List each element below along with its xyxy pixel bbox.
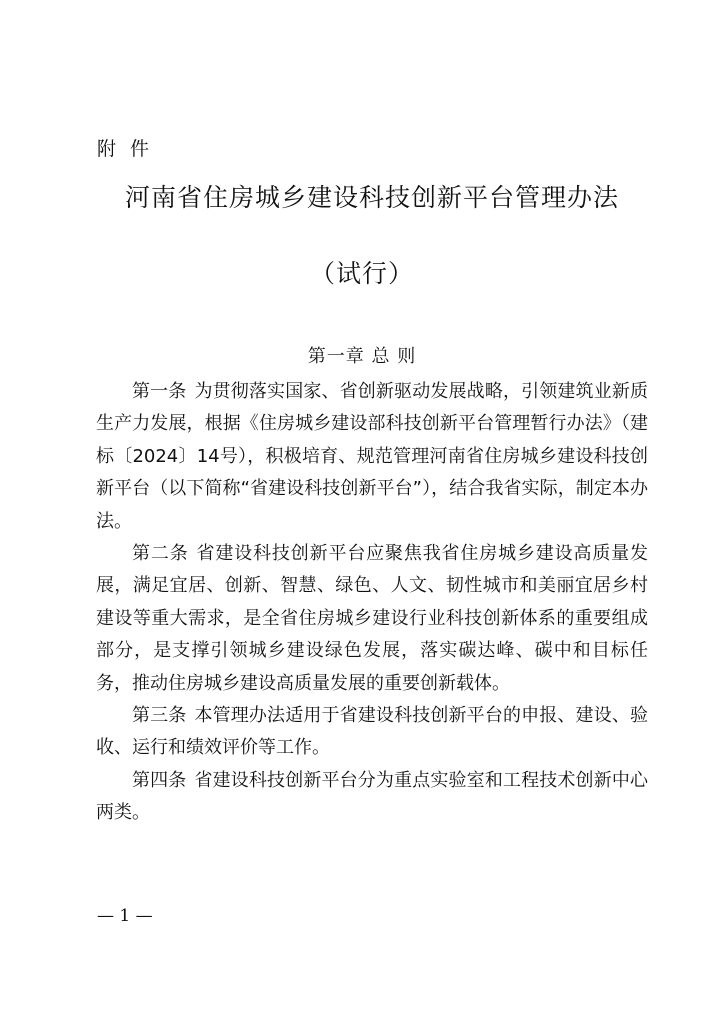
article-4 xyxy=(96,765,648,830)
document-subtitle: （试行） xyxy=(309,259,414,288)
page-number: — 1 — xyxy=(97,906,153,926)
article-text: 本管理办法适用于省建设科技创新平台的申报、建设、验收、运行和绩效评价等工作。 xyxy=(96,705,649,759)
article-label: 第一条 xyxy=(132,381,187,402)
article-text: 省建设科技创新平台应聚焦我省住房城乡建设高质量发展，满足宜居、创新、智慧、绿色、人文、韧性城市和美丽宜居乡村建设等重大需求，是全省住房城乡建设行业科技创新体系的重要组成部分，是支撑引领城乡建设绿色发展，落实碳达峰、碳中和目标任务，推动住房城乡建设高质量发展的重要创新载体。 xyxy=(96,543,649,694)
article-text: 为贯彻落实国家、省创新驱动发展战略，引领建筑业新质生产力发展，根据《住房城乡建设部科技创新平台管理暂行办法》（建标〔2024〕14号），积极培育、规范管理河南省住房城乡建设科技创新平台（以下简称“省建设科技创新平台”），结合我省实际，制定本办法。 xyxy=(96,381,649,532)
document-title: 河南省住房城乡建设科技创新平台管理办法 xyxy=(124,183,619,212)
article-label: 第四条 xyxy=(132,769,187,791)
article-3 xyxy=(96,700,648,765)
chapter-heading: 第一章 总 则 xyxy=(307,346,417,367)
document-body xyxy=(96,376,648,830)
article-2 xyxy=(96,538,648,700)
article-label: 第二条 xyxy=(132,543,189,565)
attachment-label: 附 件 xyxy=(97,138,154,160)
article-label: 第三条 xyxy=(132,705,187,727)
article-1 xyxy=(96,376,648,538)
article-text: 省建设科技创新平台分为重点实验室和工程技术创新中心两类。 xyxy=(96,769,649,824)
